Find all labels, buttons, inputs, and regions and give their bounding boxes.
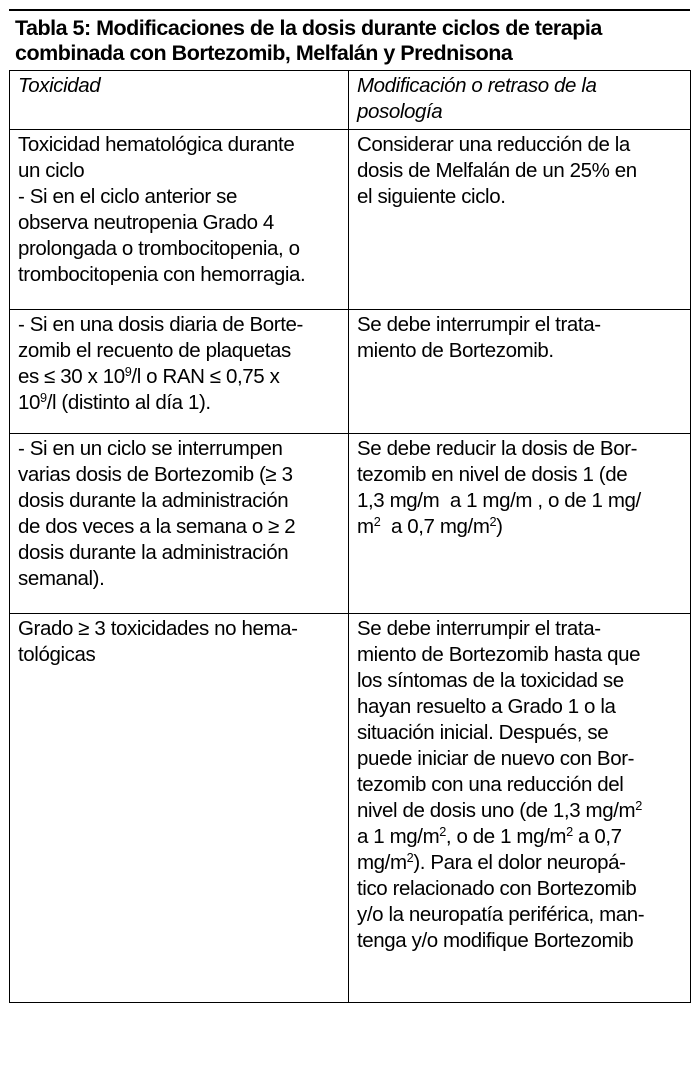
cell-line: - Si en el ciclo anterior se	[18, 185, 237, 208]
cell-line: el siguiente ciclo.	[357, 185, 506, 208]
cell-line: 1,3 mg/m a 1 mg/m , o de 1 mg/	[357, 489, 641, 512]
modification-cell	[349, 130, 691, 310]
table-title	[9, 9, 690, 70]
cell-line: dosis durante la administración	[18, 541, 289, 564]
cell-line: Grado ≥ 3 toxicidades no hema-	[18, 617, 298, 640]
cell-line: dosis durante la administración	[18, 489, 289, 512]
table-header-row	[10, 71, 691, 130]
cell-text: nivel de dosis uno (de 1,3 mg/m	[357, 799, 636, 822]
cell-line	[357, 850, 684, 876]
cell-line: zomib el recuento de plaquetas	[18, 339, 291, 362]
cell-text: 10	[18, 391, 41, 414]
cell-line: dosis de Melfalán de un 25% en	[357, 159, 637, 182]
cell-text: a 0,7	[572, 825, 622, 848]
cell-text: a 1 mg/m	[357, 825, 440, 848]
superscript: 2	[373, 514, 381, 530]
superscript: 2	[566, 824, 573, 840]
table-title-line: combinada con Bortezomib, Melfalán y Prednisona	[15, 41, 513, 65]
cell-text: , o de 1 mg/m	[445, 825, 567, 848]
cell-text: mg/m	[357, 851, 407, 874]
cell-line: Toxicidad hematológica durante	[18, 133, 295, 156]
superscript: 9	[40, 390, 47, 406]
cell-line: prolongada o trombocitopenia, o	[18, 237, 300, 260]
table-row	[10, 310, 691, 434]
cell-line: un ciclo	[18, 159, 85, 182]
cell-line	[18, 390, 342, 416]
table-row	[10, 614, 691, 1003]
superscript: 2	[439, 824, 446, 840]
cell-line: tico relacionado con Bortezomib	[357, 877, 637, 900]
cell-line: tológicas	[18, 643, 96, 666]
cell-line: Se debe reducir la dosis de Bor-	[357, 437, 638, 460]
header-toxicity	[10, 71, 349, 130]
header-text: Modificación o retraso de la	[357, 74, 597, 97]
cell-line: puede iniciar de nuevo con Bor-	[357, 747, 635, 770]
cell-line	[18, 364, 342, 390]
cell-text: m	[357, 515, 374, 538]
dose-modification-table	[9, 70, 691, 1003]
cell-text: es ≤ 30 x 10	[18, 365, 125, 388]
cell-text: /l o RAN ≤ 0,75 x	[131, 365, 280, 388]
cell-line: Se debe interrumpir el trata-	[357, 313, 601, 336]
cell-line: los síntomas de la toxicidad se	[357, 669, 624, 692]
cell-text: ). Para el dolor neuropá-	[413, 851, 626, 874]
modification-cell	[349, 310, 691, 434]
table-row	[10, 434, 691, 614]
superscript: 2	[635, 798, 642, 814]
cell-text: a 0,7 mg/m	[380, 515, 490, 538]
table-row	[10, 130, 691, 310]
superscript: 9	[124, 364, 132, 380]
cell-line: hayan resuelto a Grado 1 o la	[357, 695, 616, 718]
toxicity-cell	[10, 614, 349, 1003]
toxicity-cell	[10, 310, 349, 434]
cell-line	[357, 514, 684, 540]
cell-line	[357, 798, 684, 824]
superscript: 2	[406, 850, 414, 866]
cell-line: tezomib en nivel de dosis 1 (de	[357, 463, 628, 486]
toxicity-cell	[10, 434, 349, 614]
cell-line: - Si en un ciclo se interrumpen	[18, 437, 283, 460]
cell-line: situación inicial. Después, se	[357, 721, 609, 744]
cell-line: de dos veces a la semana o ≥ 2	[18, 515, 296, 538]
cell-line: varias dosis de Bortezomib (≥ 3	[18, 463, 293, 486]
cell-line: Considerar una reducción de la	[357, 133, 630, 156]
modification-cell	[349, 614, 691, 1003]
toxicity-cell	[10, 130, 349, 310]
header-modification	[349, 71, 691, 130]
cell-line: miento de Bortezomib hasta que	[357, 643, 641, 666]
superscript: 2	[489, 514, 497, 530]
cell-text: )	[496, 515, 503, 538]
header-text: posología	[357, 100, 443, 123]
header-text: Toxicidad	[18, 74, 101, 97]
cell-line: trombocitopenia con hemorragia.	[18, 263, 306, 286]
cell-line: y/o la neuropatía periférica, man-	[357, 903, 645, 926]
cell-line: tenga y/o modifique Bortezomib	[357, 929, 634, 952]
cell-text: /l (distinto al día 1).	[46, 391, 211, 414]
cell-line	[357, 824, 684, 850]
cell-line: - Si en una dosis diaria de Borte-	[18, 313, 303, 336]
table-title-line: Tabla 5: Modificaciones de la dosis durante ciclos de terapia	[15, 16, 602, 40]
cell-line: semanal).	[18, 567, 105, 590]
cell-line: tezomib con una reducción del	[357, 773, 624, 796]
cell-line: Se debe interrumpir el trata-	[357, 617, 601, 640]
cell-line: miento de Bortezomib.	[357, 339, 554, 362]
document	[9, 9, 690, 1003]
cell-line: observa neutropenia Grado 4	[18, 211, 274, 234]
modification-cell	[349, 434, 691, 614]
